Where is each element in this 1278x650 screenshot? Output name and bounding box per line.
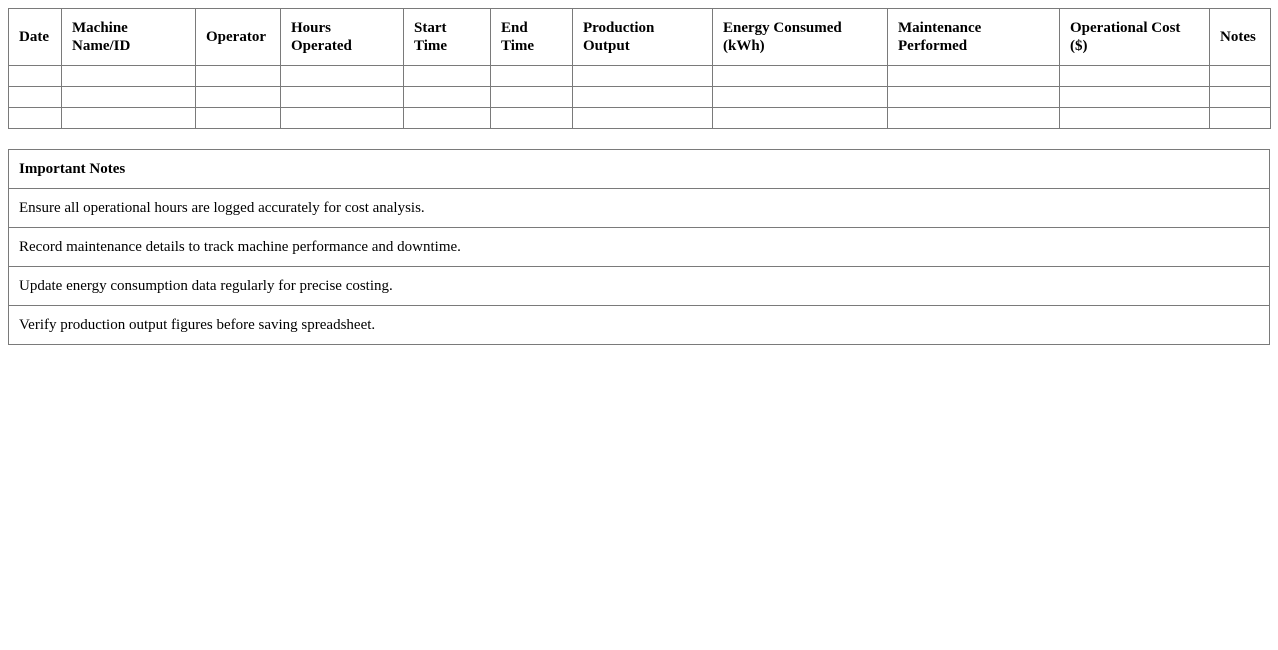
machine-log-table [8,8,1271,129]
table-row [9,66,1271,87]
table-cell[interactable] [1210,108,1271,129]
table-cell[interactable] [9,87,62,108]
column-header-machine: Machine Name/ID [62,9,196,66]
column-header-hours-operated: Hours Operated [281,9,404,66]
table-cell[interactable] [9,108,62,129]
table-cell[interactable] [62,87,196,108]
table-header-row [9,9,1271,66]
table-cell[interactable] [196,87,281,108]
notes-header-row [9,150,1270,189]
table-cell[interactable] [1210,66,1271,87]
table-cell[interactable] [491,108,573,129]
note-text: Update energy consumption data regularly for precise costing. [9,267,1270,306]
table-cell[interactable] [9,66,62,87]
table-cell[interactable] [1210,87,1271,108]
table-cell[interactable] [62,108,196,129]
table-cell[interactable] [62,66,196,87]
column-header-start-time: Start Time [404,9,491,66]
notes-title: Important Notes [9,150,1270,189]
table-cell[interactable] [1060,87,1210,108]
list-item [9,189,1270,228]
table-cell[interactable] [713,66,888,87]
table-cell[interactable] [1060,108,1210,129]
table-cell[interactable] [281,66,404,87]
column-header-operational-cost: Operational Cost ($) [1060,9,1210,66]
table-cell[interactable] [491,87,573,108]
table-cell[interactable] [281,87,404,108]
column-header-date: Date [9,9,62,66]
table-row [9,108,1271,129]
table-cell[interactable] [491,66,573,87]
note-text: Ensure all operational hours are logged accurately for cost analysis. [9,189,1270,228]
table-cell[interactable] [573,87,713,108]
table-cell[interactable] [404,87,491,108]
list-item [9,267,1270,306]
note-text: Verify production output figures before saving spreadsheet. [9,306,1270,345]
table-cell[interactable] [888,87,1060,108]
column-header-production-output: Production Output [573,9,713,66]
table-row [9,87,1271,108]
table-cell[interactable] [404,66,491,87]
table-cell[interactable] [888,66,1060,87]
column-header-notes: Notes [1210,9,1271,66]
document-body [8,8,1270,345]
table-cell[interactable] [1060,66,1210,87]
table-cell[interactable] [404,108,491,129]
column-header-operator: Operator [196,9,281,66]
list-item [9,306,1270,345]
table-cell[interactable] [196,66,281,87]
table-cell[interactable] [573,66,713,87]
table-cell[interactable] [281,108,404,129]
note-text: Record maintenance details to track machine performance and downtime. [9,228,1270,267]
table-cell[interactable] [196,108,281,129]
column-header-energy-consumed: Energy Consumed (kWh) [713,9,888,66]
table-cell[interactable] [573,108,713,129]
important-notes-table [8,149,1270,345]
table-cell[interactable] [713,87,888,108]
column-header-maintenance: Maintenance Performed [888,9,1060,66]
column-header-end-time: End Time [491,9,573,66]
table-cell[interactable] [713,108,888,129]
table-cell[interactable] [888,108,1060,129]
list-item [9,228,1270,267]
